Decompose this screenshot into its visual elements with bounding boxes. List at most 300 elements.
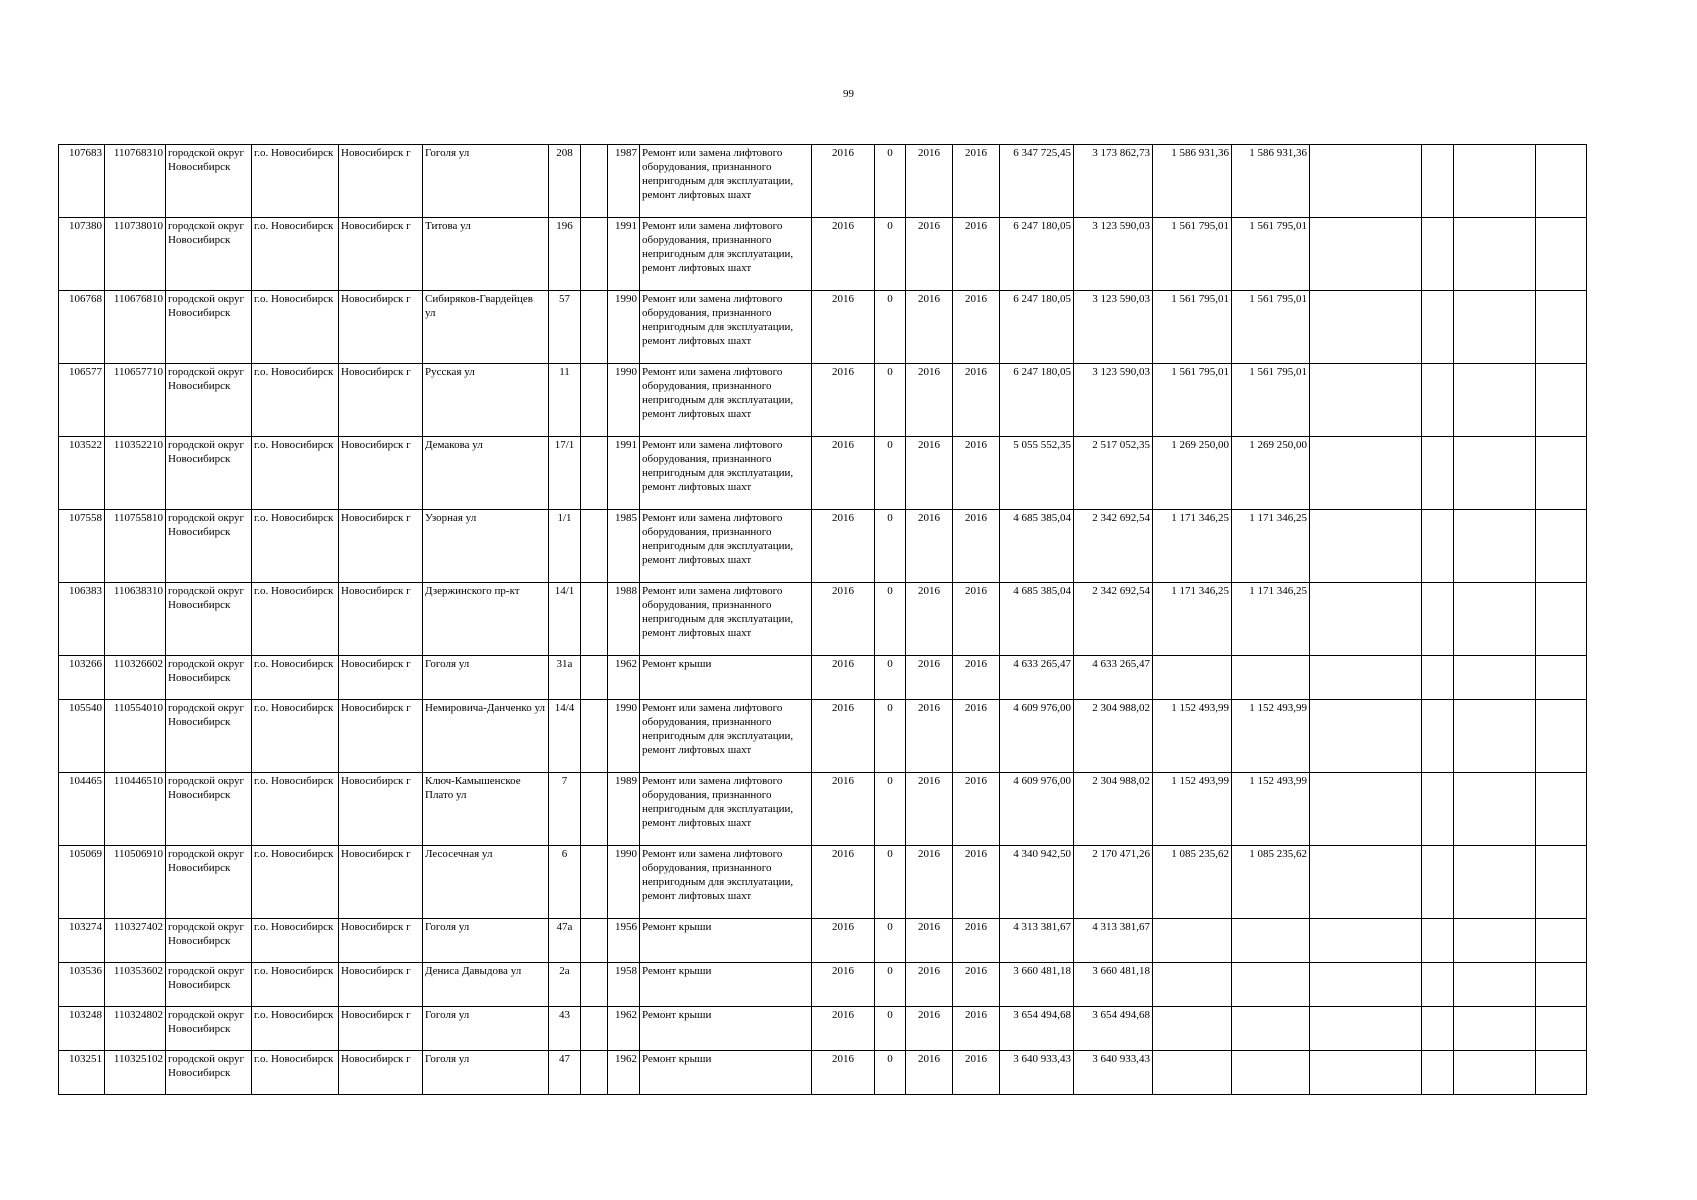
row-budget-2: 1 152 493,99 (1232, 773, 1310, 846)
row-id: 103251 (59, 1051, 105, 1095)
row-code: 110738010 (105, 218, 166, 291)
row-district: г.о. Новосибирск (252, 700, 339, 773)
row-year-start: 2016 (906, 656, 953, 700)
row-street: Демакова ул (423, 437, 549, 510)
row-empty-cell (1310, 437, 1422, 510)
row-code: 110327402 (105, 919, 166, 963)
page-number: 99 (843, 88, 854, 100)
row-work-type: Ремонт или замена лифтового оборудования, признанного непригодным для эксплуатации, ремонт лифтовых шахт (640, 437, 812, 510)
row-letter (581, 291, 608, 364)
works-table (58, 144, 1587, 1095)
row-year: 1990 (608, 364, 640, 437)
row-house: 7 (549, 773, 581, 846)
row-municipality: городской округ Новосибирск (166, 1007, 252, 1051)
row-district: г.о. Новосибирск (252, 583, 339, 656)
row-plan-year: 2016 (812, 656, 875, 700)
row-plan-year: 2016 (812, 218, 875, 291)
row-year-start: 2016 (906, 437, 953, 510)
row-plan-year: 2016 (812, 510, 875, 583)
row-total-cost: 3 640 933,43 (1000, 1051, 1074, 1095)
table-row (59, 510, 1587, 583)
row-total-cost: 6 347 725,45 (1000, 145, 1074, 218)
row-letter (581, 963, 608, 1007)
row-empty-cell (1536, 218, 1587, 291)
row-municipality: городской округ Новосибирск (166, 145, 252, 218)
row-plan-year: 2016 (812, 583, 875, 656)
row-id: 105069 (59, 846, 105, 919)
row-plan-year: 2016 (812, 963, 875, 1007)
row-id: 107380 (59, 218, 105, 291)
row-budget-2: 1 171 346,25 (1232, 583, 1310, 656)
row-empty-cell (1536, 583, 1587, 656)
row-num: 0 (875, 1007, 906, 1051)
row-work-type: Ремонт крыши (640, 656, 812, 700)
row-year-start: 2016 (906, 919, 953, 963)
row-street: Дениса Давыдова ул (423, 963, 549, 1007)
row-letter (581, 510, 608, 583)
row-empty-cell (1310, 919, 1422, 963)
row-empty-cell (1310, 364, 1422, 437)
row-id: 107683 (59, 145, 105, 218)
row-empty-cell (1454, 364, 1536, 437)
row-empty-cell (1536, 656, 1587, 700)
row-municipality: городской округ Новосибирск (166, 656, 252, 700)
row-district: г.о. Новосибирск (252, 218, 339, 291)
row-municipality: городской округ Новосибирск (166, 583, 252, 656)
row-year-end: 2016 (953, 846, 1000, 919)
table-row (59, 437, 1587, 510)
row-city: Новосибирск г (339, 218, 423, 291)
row-empty-cell (1454, 218, 1536, 291)
row-house: 47а (549, 919, 581, 963)
row-total-cost: 5 055 552,35 (1000, 437, 1074, 510)
table-row (59, 919, 1587, 963)
row-work-type: Ремонт или замена лифтового оборудования, признанного непригодным для эксплуатации, ремонт лифтовых шахт (640, 364, 812, 437)
row-year-end: 2016 (953, 510, 1000, 583)
row-code: 110676810 (105, 291, 166, 364)
row-code: 110324802 (105, 1007, 166, 1051)
row-empty-cell (1536, 773, 1587, 846)
row-empty-cell (1422, 510, 1454, 583)
row-empty-cell (1454, 963, 1536, 1007)
table-row (59, 1051, 1587, 1095)
row-city: Новосибирск г (339, 583, 423, 656)
row-code: 110755810 (105, 510, 166, 583)
row-code: 110326602 (105, 656, 166, 700)
row-year: 1962 (608, 1007, 640, 1051)
row-street: Ключ-Камышенское Плато ул (423, 773, 549, 846)
row-fund-amount: 2 342 692,54 (1074, 510, 1153, 583)
table-row (59, 364, 1587, 437)
row-budget-2: 1 269 250,00 (1232, 437, 1310, 510)
row-num: 0 (875, 656, 906, 700)
row-district: г.о. Новосибирск (252, 437, 339, 510)
table-row (59, 145, 1587, 218)
row-plan-year: 2016 (812, 364, 875, 437)
row-letter (581, 583, 608, 656)
row-empty-cell (1454, 773, 1536, 846)
row-empty-cell (1454, 510, 1536, 583)
row-city: Новосибирск г (339, 846, 423, 919)
row-fund-amount: 2 304 988,02 (1074, 700, 1153, 773)
row-empty-cell (1422, 656, 1454, 700)
row-code: 110353602 (105, 963, 166, 1007)
row-street: Гоголя ул (423, 1007, 549, 1051)
row-total-cost: 4 685 385,04 (1000, 583, 1074, 656)
row-year-end: 2016 (953, 656, 1000, 700)
row-empty-cell (1422, 145, 1454, 218)
row-municipality: городской округ Новосибирск (166, 919, 252, 963)
row-empty-cell (1536, 145, 1587, 218)
row-num: 0 (875, 1051, 906, 1095)
row-id: 103248 (59, 1007, 105, 1051)
row-empty-cell (1454, 656, 1536, 700)
row-city: Новосибирск г (339, 510, 423, 583)
table-row (59, 1007, 1587, 1051)
row-num: 0 (875, 583, 906, 656)
row-district: г.о. Новосибирск (252, 364, 339, 437)
row-total-cost: 6 247 180,05 (1000, 218, 1074, 291)
row-num: 0 (875, 437, 906, 510)
row-letter (581, 218, 608, 291)
row-district: г.о. Новосибирск (252, 145, 339, 218)
row-total-cost: 4 685 385,04 (1000, 510, 1074, 583)
row-work-type: Ремонт или замена лифтового оборудования, признанного непригодным для эксплуатации, ремонт лифтовых шахт (640, 510, 812, 583)
row-street: Немировича-Данченко ул (423, 700, 549, 773)
row-plan-year: 2016 (812, 919, 875, 963)
row-letter (581, 1007, 608, 1051)
row-district: г.о. Новосибирск (252, 919, 339, 963)
row-empty-cell (1454, 1007, 1536, 1051)
row-house: 47 (549, 1051, 581, 1095)
row-district: г.о. Новосибирск (252, 510, 339, 583)
row-fund-amount: 3 640 933,43 (1074, 1051, 1153, 1095)
row-work-type: Ремонт крыши (640, 963, 812, 1007)
row-num: 0 (875, 963, 906, 1007)
row-plan-year: 2016 (812, 846, 875, 919)
row-empty-cell (1454, 145, 1536, 218)
row-empty-cell (1310, 583, 1422, 656)
row-empty-cell (1422, 583, 1454, 656)
row-street: Сибиряков-Гвардейцев ул (423, 291, 549, 364)
row-district: г.о. Новосибирск (252, 846, 339, 919)
row-empty-cell (1536, 963, 1587, 1007)
row-plan-year: 2016 (812, 1007, 875, 1051)
row-empty-cell (1422, 700, 1454, 773)
row-total-cost: 4 313 381,67 (1000, 919, 1074, 963)
row-fund-amount: 3 123 590,03 (1074, 364, 1153, 437)
row-fund-amount: 2 170 471,26 (1074, 846, 1153, 919)
row-district: г.о. Новосибирск (252, 1051, 339, 1095)
table-row (59, 773, 1587, 846)
row-code: 110768310 (105, 145, 166, 218)
row-empty-cell (1422, 963, 1454, 1007)
row-empty-cell (1422, 846, 1454, 919)
row-num: 0 (875, 700, 906, 773)
table-row (59, 846, 1587, 919)
row-work-type: Ремонт или замена лифтового оборудования, признанного непригодным для эксплуатации, ремонт лифтовых шахт (640, 145, 812, 218)
row-year-start: 2016 (906, 700, 953, 773)
row-house: 1/1 (549, 510, 581, 583)
row-city: Новосибирск г (339, 773, 423, 846)
row-house: 14/1 (549, 583, 581, 656)
row-year-end: 2016 (953, 1007, 1000, 1051)
row-id: 107558 (59, 510, 105, 583)
row-street: Лесосечная ул (423, 846, 549, 919)
row-year-end: 2016 (953, 218, 1000, 291)
table-row (59, 700, 1587, 773)
row-street: Дзержинского пр-кт (423, 583, 549, 656)
row-year-end: 2016 (953, 145, 1000, 218)
row-letter (581, 773, 608, 846)
row-year-end: 2016 (953, 1051, 1000, 1095)
row-year-start: 2016 (906, 145, 953, 218)
row-empty-cell (1310, 846, 1422, 919)
row-empty-cell (1310, 1007, 1422, 1051)
row-budget-1: 1 586 931,36 (1153, 145, 1232, 218)
row-district: г.о. Новосибирск (252, 773, 339, 846)
row-budget-2: 1 171 346,25 (1232, 510, 1310, 583)
row-plan-year: 2016 (812, 291, 875, 364)
row-empty-cell (1454, 700, 1536, 773)
row-empty-cell (1422, 919, 1454, 963)
row-house: 14/4 (549, 700, 581, 773)
row-year-end: 2016 (953, 700, 1000, 773)
row-year-end: 2016 (953, 773, 1000, 846)
row-year: 1987 (608, 145, 640, 218)
row-budget-1: 1 561 795,01 (1153, 364, 1232, 437)
row-budget-1 (1153, 919, 1232, 963)
row-house: 6 (549, 846, 581, 919)
row-fund-amount: 3 660 481,18 (1074, 963, 1153, 1007)
row-year-start: 2016 (906, 291, 953, 364)
row-empty-cell (1310, 656, 1422, 700)
row-year-start: 2016 (906, 963, 953, 1007)
row-total-cost: 4 633 265,47 (1000, 656, 1074, 700)
row-budget-1: 1 269 250,00 (1153, 437, 1232, 510)
row-code: 110506910 (105, 846, 166, 919)
row-municipality: городской округ Новосибирск (166, 510, 252, 583)
row-city: Новосибирск г (339, 700, 423, 773)
row-id: 106383 (59, 583, 105, 656)
row-year: 1962 (608, 1051, 640, 1095)
row-plan-year: 2016 (812, 437, 875, 510)
row-fund-amount: 4 313 381,67 (1074, 919, 1153, 963)
row-year-start: 2016 (906, 510, 953, 583)
row-empty-cell (1536, 510, 1587, 583)
row-year-start: 2016 (906, 846, 953, 919)
row-empty-cell (1422, 364, 1454, 437)
row-empty-cell (1422, 773, 1454, 846)
row-fund-amount: 3 654 494,68 (1074, 1007, 1153, 1051)
row-code: 110657710 (105, 364, 166, 437)
row-empty-cell (1454, 1051, 1536, 1095)
row-work-type: Ремонт или замена лифтового оборудования, признанного непригодным для эксплуатации, ремонт лифтовых шахт (640, 846, 812, 919)
row-letter (581, 145, 608, 218)
row-district: г.о. Новосибирск (252, 656, 339, 700)
row-year-start: 2016 (906, 583, 953, 656)
row-city: Новосибирск г (339, 1051, 423, 1095)
row-street: Узорная ул (423, 510, 549, 583)
row-district: г.о. Новосибирск (252, 1007, 339, 1051)
row-budget-2 (1232, 656, 1310, 700)
row-empty-cell (1536, 700, 1587, 773)
row-budget-1 (1153, 1007, 1232, 1051)
row-num: 0 (875, 510, 906, 583)
row-street: Гоголя ул (423, 656, 549, 700)
row-num: 0 (875, 919, 906, 963)
row-empty-cell (1310, 510, 1422, 583)
row-empty-cell (1422, 1007, 1454, 1051)
row-fund-amount: 4 633 265,47 (1074, 656, 1153, 700)
row-budget-2: 1 085 235,62 (1232, 846, 1310, 919)
row-budget-2 (1232, 1051, 1310, 1095)
row-fund-amount: 3 123 590,03 (1074, 291, 1153, 364)
row-empty-cell (1454, 437, 1536, 510)
row-empty-cell (1310, 218, 1422, 291)
row-fund-amount: 2 304 988,02 (1074, 773, 1153, 846)
row-year: 1962 (608, 656, 640, 700)
row-budget-1 (1153, 656, 1232, 700)
row-budget-2: 1 586 931,36 (1232, 145, 1310, 218)
row-num: 0 (875, 364, 906, 437)
row-empty-cell (1536, 437, 1587, 510)
row-budget-2 (1232, 963, 1310, 1007)
row-code: 110352210 (105, 437, 166, 510)
row-budget-2: 1 561 795,01 (1232, 218, 1310, 291)
row-empty-cell (1454, 583, 1536, 656)
row-num: 0 (875, 846, 906, 919)
row-total-cost: 3 654 494,68 (1000, 1007, 1074, 1051)
row-plan-year: 2016 (812, 700, 875, 773)
row-municipality: городской округ Новосибирск (166, 437, 252, 510)
row-municipality: городской округ Новосибирск (166, 291, 252, 364)
row-year-start: 2016 (906, 364, 953, 437)
row-num: 0 (875, 291, 906, 364)
row-municipality: городской округ Новосибирск (166, 846, 252, 919)
row-id: 106768 (59, 291, 105, 364)
row-empty-cell (1310, 291, 1422, 364)
row-municipality: городской округ Новосибирск (166, 364, 252, 437)
row-total-cost: 6 247 180,05 (1000, 364, 1074, 437)
row-year: 1956 (608, 919, 640, 963)
row-street: Русская ул (423, 364, 549, 437)
row-year-end: 2016 (953, 583, 1000, 656)
row-city: Новосибирск г (339, 437, 423, 510)
row-letter (581, 437, 608, 510)
row-budget-1: 1 152 493,99 (1153, 773, 1232, 846)
row-fund-amount: 3 173 862,73 (1074, 145, 1153, 218)
row-total-cost: 4 340 942,50 (1000, 846, 1074, 919)
row-street: Гоголя ул (423, 919, 549, 963)
row-budget-2: 1 561 795,01 (1232, 364, 1310, 437)
row-house: 43 (549, 1007, 581, 1051)
row-work-type: Ремонт или замена лифтового оборудования, признанного непригодным для эксплуатации, ремонт лифтовых шахт (640, 700, 812, 773)
row-year-end: 2016 (953, 291, 1000, 364)
row-year: 1991 (608, 437, 640, 510)
row-budget-2 (1232, 919, 1310, 963)
row-budget-1 (1153, 1051, 1232, 1095)
row-id: 103266 (59, 656, 105, 700)
row-house: 57 (549, 291, 581, 364)
row-num: 0 (875, 218, 906, 291)
row-id: 106577 (59, 364, 105, 437)
row-letter (581, 1051, 608, 1095)
row-empty-cell (1536, 291, 1587, 364)
row-work-type: Ремонт или замена лифтового оборудования, признанного непригодным для эксплуатации, ремонт лифтовых шахт (640, 773, 812, 846)
row-empty-cell (1422, 218, 1454, 291)
row-year-end: 2016 (953, 919, 1000, 963)
row-total-cost: 6 247 180,05 (1000, 291, 1074, 364)
row-id: 105540 (59, 700, 105, 773)
row-code: 110325102 (105, 1051, 166, 1095)
row-empty-cell (1454, 919, 1536, 963)
row-empty-cell (1310, 1051, 1422, 1095)
row-year: 1990 (608, 846, 640, 919)
table-row (59, 963, 1587, 1007)
row-municipality: городской округ Новосибирск (166, 963, 252, 1007)
row-plan-year: 2016 (812, 145, 875, 218)
row-year-end: 2016 (953, 364, 1000, 437)
row-empty-cell (1536, 846, 1587, 919)
row-empty-cell (1310, 145, 1422, 218)
row-empty-cell (1536, 1051, 1587, 1095)
row-city: Новосибирск г (339, 291, 423, 364)
row-budget-1: 1 171 346,25 (1153, 510, 1232, 583)
row-empty-cell (1310, 963, 1422, 1007)
row-year-start: 2016 (906, 218, 953, 291)
row-budget-1: 1 152 493,99 (1153, 700, 1232, 773)
row-budget-2: 1 561 795,01 (1232, 291, 1310, 364)
row-num: 0 (875, 145, 906, 218)
row-letter (581, 364, 608, 437)
row-city: Новосибирск г (339, 364, 423, 437)
row-work-type: Ремонт или замена лифтового оборудования, признанного непригодным для эксплуатации, ремонт лифтовых шахт (640, 291, 812, 364)
row-year: 1985 (608, 510, 640, 583)
row-year-end: 2016 (953, 963, 1000, 1007)
row-plan-year: 2016 (812, 773, 875, 846)
row-budget-1: 1 561 795,01 (1153, 291, 1232, 364)
row-code: 110554010 (105, 700, 166, 773)
row-district: г.о. Новосибирск (252, 963, 339, 1007)
row-city: Новосибирск г (339, 145, 423, 218)
row-year: 1990 (608, 291, 640, 364)
row-letter (581, 846, 608, 919)
row-budget-2: 1 152 493,99 (1232, 700, 1310, 773)
row-work-type: Ремонт или замена лифтового оборудования, признанного непригодным для эксплуатации, ремонт лифтовых шахт (640, 218, 812, 291)
row-fund-amount: 2 342 692,54 (1074, 583, 1153, 656)
row-municipality: городской округ Новосибирск (166, 1051, 252, 1095)
row-id: 103274 (59, 919, 105, 963)
row-municipality: городской округ Новосибирск (166, 700, 252, 773)
row-work-type: Ремонт крыши (640, 1051, 812, 1095)
row-empty-cell (1422, 1051, 1454, 1095)
row-year-start: 2016 (906, 1007, 953, 1051)
row-house: 17/1 (549, 437, 581, 510)
row-fund-amount: 2 517 052,35 (1074, 437, 1153, 510)
row-budget-2 (1232, 1007, 1310, 1051)
row-id: 103522 (59, 437, 105, 510)
row-id: 104465 (59, 773, 105, 846)
row-year-start: 2016 (906, 1051, 953, 1095)
row-house: 31а (549, 656, 581, 700)
row-total-cost: 3 660 481,18 (1000, 963, 1074, 1007)
row-total-cost: 4 609 976,00 (1000, 700, 1074, 773)
row-total-cost: 4 609 976,00 (1000, 773, 1074, 846)
row-budget-1: 1 561 795,01 (1153, 218, 1232, 291)
row-empty-cell (1536, 919, 1587, 963)
table-row (59, 583, 1587, 656)
